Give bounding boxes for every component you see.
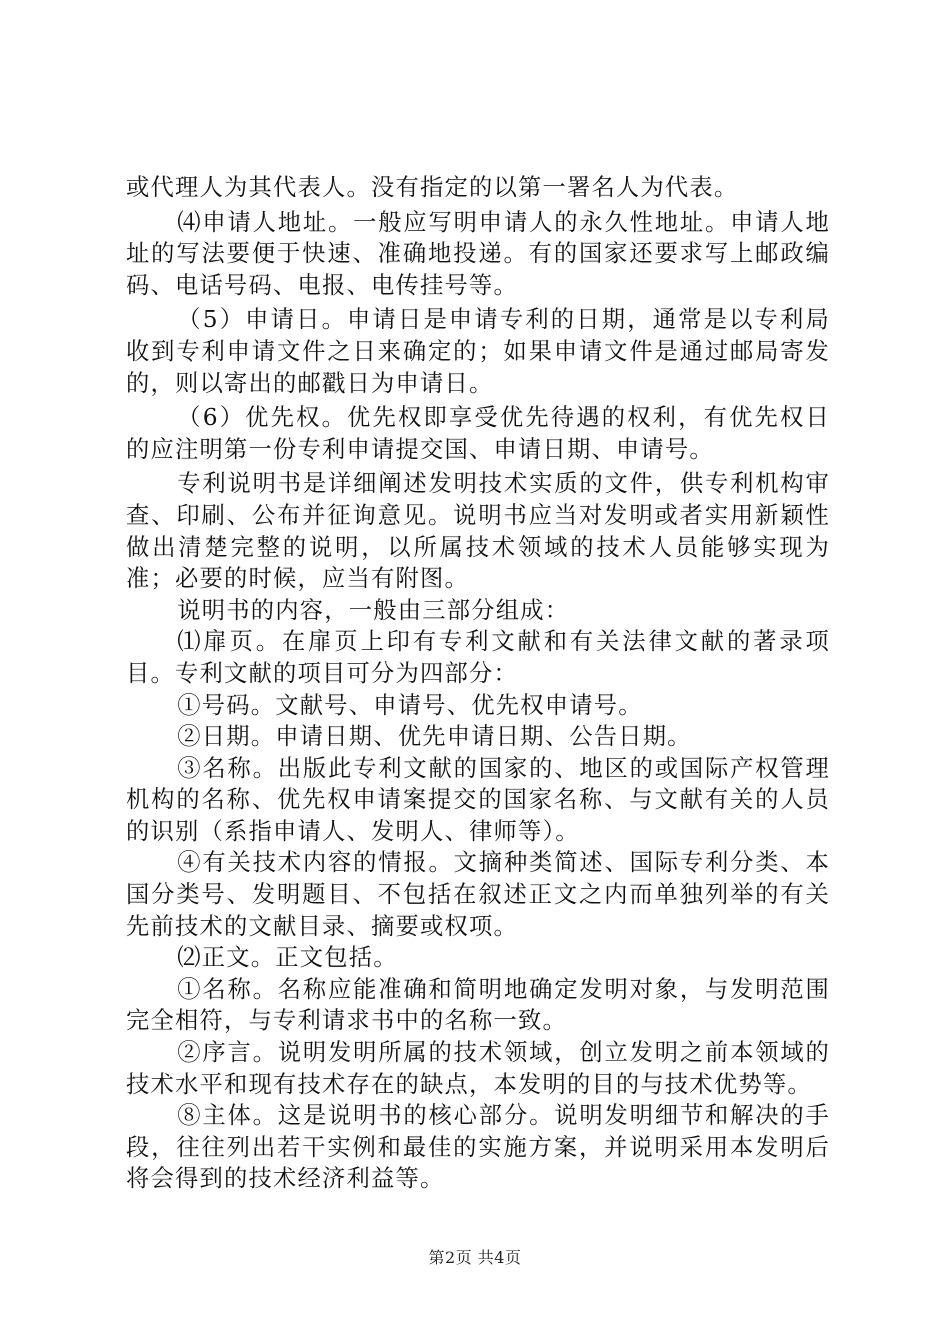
list-item-name: ③名称。出版此专利文献的国家的、地区的或国际产权管理机构的名称、优先权申请案提交的国家名称、与文献有关的人员的识别（系指申请人、发明人、律师等）。: [126, 754, 830, 845]
paragraph-continuation: 或代理人为其代表人。没有指定的以第一署名人为代表。: [126, 174, 739, 201]
paragraph-filing-date: （5）申请日。申请日是申请专利的日期，通常是以专利局收到专利申请文件之日来确定的；如果申请文件是通过邮局寄发的，则以寄出的邮戳日为申请日。: [126, 306, 830, 397]
list-item-number: ①号码。文献号、申请号、优先权申请号。: [177, 691, 643, 719]
paragraph-main-text: ⑵正文。正文包括。: [177, 944, 398, 972]
list-item-main-name: ①名称。名称应能准确和简明地确定发明对象，与发明范围完全相符，与专利请求书中的名称一致。: [126, 975, 830, 1035]
paragraph-specification-parts: 说明书的内容，一般由三部分组成：: [177, 596, 570, 624]
paragraph-title-page: ⑴扉页。在扉页上印有专利文献和有关法律文献的著录项目。专利文献的项目可分为四部分：: [126, 628, 830, 687]
paragraph-specification-intro: 专利说明书是详细阐述发明技术实质的文件，供专利机构审查、印刷、公布并征询意见。说明书应当对发明或者实用新颖性做出清楚完整的说明，以所属技术领域的技术人员能够实现为准；必要的时候，应当有附图。: [126, 470, 830, 593]
page-footer: 第2页 共4页: [428, 1248, 522, 1267]
paragraph-priority: （6）优先权。优先权即享受优先待遇的权利，有优先权日的应注明第一份专利申请提交国、申请日期、申请号。: [126, 404, 830, 463]
document-body: [126, 172, 830, 1195]
list-item-main-body: ⑧主体。这是说明书的核心部分。说明发明细节和解决的手段，往往列出若干实例和最佳的实施方案，并说明采用本发明后将会得到的技术经济利益等。: [126, 1102, 830, 1193]
list-item-date: ②日期。申请日期、优先申请日期、公告日期。: [177, 723, 692, 751]
list-item-technical-info: ④有关技术内容的情报。文摘种类简述、国际专利分类、本国分类号、发明题目、不包括在叙述正文之内而单独列举的有关先前技术的文献目录、摘要或权项。: [126, 849, 830, 940]
paragraph-applicant-address: ⑷申请人地址。一般应写明申请人的永久性地址。申请人地址的写法要便于快速、准确地投递。有的国家还要求写上邮政编码、电话号码、电报、电传挂号等。: [126, 208, 830, 299]
list-item-preface: ②序言。说明发明所属的技术领域，创立发明之前本领域的技术水平和现有技术存在的缺点，本发明的目的与技术优势等。: [126, 1039, 830, 1098]
